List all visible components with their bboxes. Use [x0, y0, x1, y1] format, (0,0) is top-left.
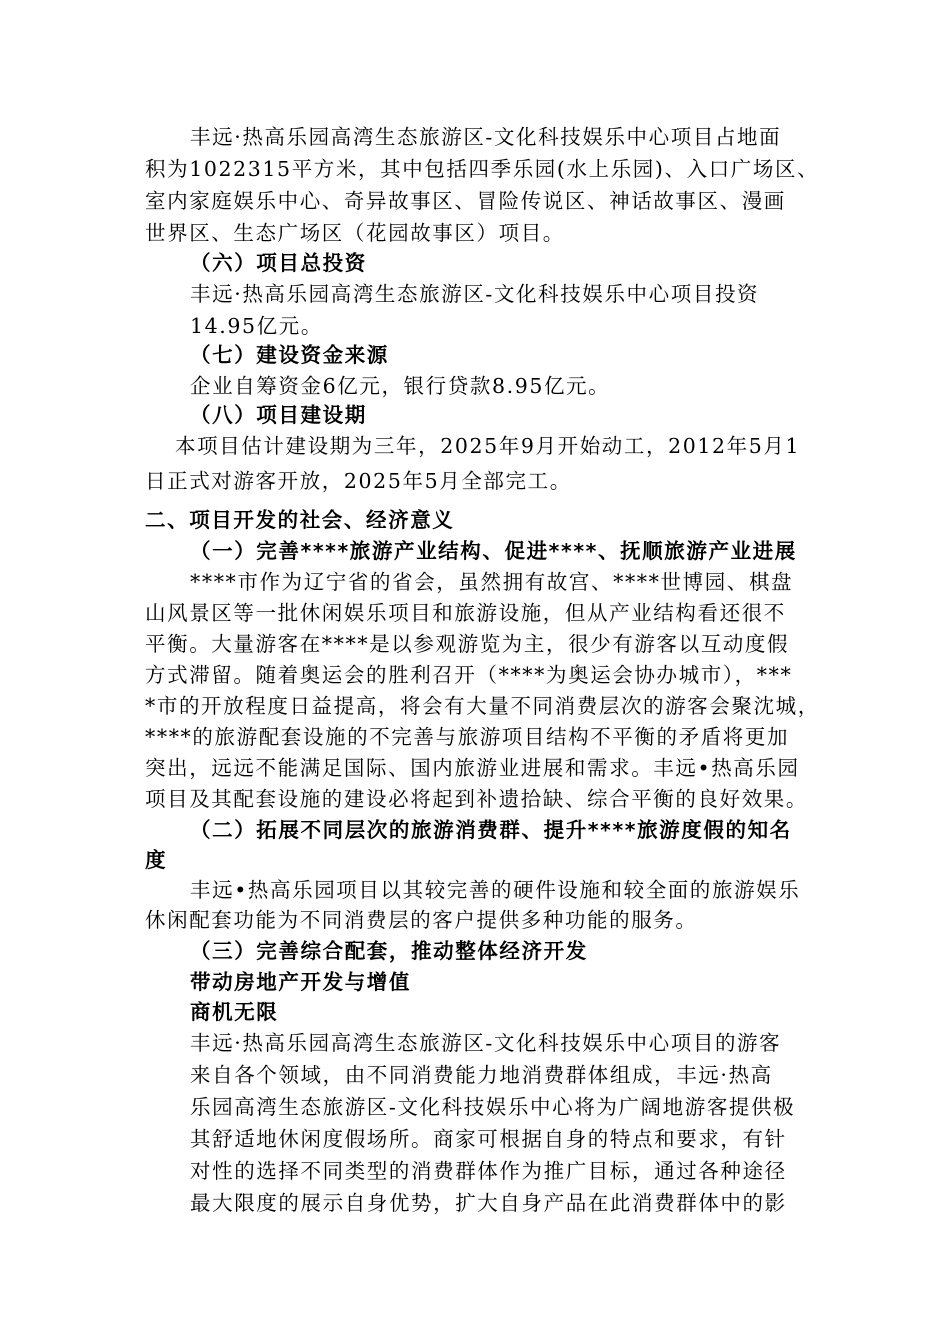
- paragraph-line: 室内家庭娱乐中心、奇异故事区、冒险传说区、神话故事区、漫画: [145, 189, 786, 213]
- paragraph-line: 来自各个领域，由不同消费能力地消费群体组成，丰远·热高: [190, 1063, 773, 1087]
- subsection-heading: 带动房地产开发与增值: [190, 970, 411, 994]
- paragraph-line: 积为1022315平方米，其中包括四季乐园(水上乐园)、入口广场区、: [145, 157, 820, 181]
- paragraph-line: ****的旅游配套设施的不完善与旅游项目结构不平衡的矛盾将更加: [145, 725, 790, 749]
- paragraph-line: 丰远•热高乐园项目以其较完善的硬件设施和较全面的旅游娱乐: [190, 878, 801, 902]
- section-heading: （二）拓展不同层次的旅游消费群、提升****旅游度假的知名: [190, 818, 792, 842]
- paragraph-line: 平衡。大量游客在****是以参观游览为主，很少有游客以互动度假: [145, 632, 790, 656]
- paragraph-line: 本项目估计建设期为三年，2025年9月开始动工，2012年5月1: [175, 434, 801, 458]
- paragraph-line: 丰远·热高乐园高湾生态旅游区-文化科技娱乐中心项目占地面: [190, 125, 782, 149]
- paragraph-line: 休闲配套功能为不同消费层的客户提供多种功能的服务。: [145, 908, 698, 932]
- section-heading: （八）项目建设期: [190, 403, 367, 427]
- paragraph-line: 14.95亿元。: [190, 314, 323, 338]
- paragraph-line: 山风景区等一批休闲娱乐项目和旅游设施，但从产业结构看还很不: [145, 601, 786, 625]
- paragraph-line: 企业自筹资金6亿元，银行贷款8.95亿元。: [190, 374, 611, 398]
- section-heading: 度: [145, 848, 168, 872]
- paragraph-line: 其舒适地休闲度假场所。商家可根据自身的特点和要求，有针: [190, 1127, 787, 1151]
- paragraph-line: 日正式对游客开放，2025年5月全部完工。: [145, 469, 572, 493]
- section-heading: （三）完善综合配套，推动整体经济开发: [190, 939, 588, 963]
- paragraph-line: 乐园高湾生态旅游区-文化科技娱乐中心将为广阔地游客提供极: [190, 1095, 796, 1119]
- paragraph-line: ****市作为辽宁省的省会，虽然拥有故宫、****世博园、棋盘: [190, 570, 794, 594]
- subsection-heading: 商机无限: [190, 1000, 279, 1024]
- paragraph-line: 突出，远远不能满足国际、国内旅游业进展和需求。丰远•热高乐园: [145, 756, 800, 780]
- paragraph-line: 项目及其配套设施的建设必将起到补遗拾缺、综合平衡的良好效果。: [145, 787, 808, 811]
- paragraph-line: *市的开放程度日益提高，将会有大量不同消费层次的游客会聚沈城，: [145, 694, 820, 718]
- paragraph-line: 方式滞留。随着奥运会的胜利召开（****为奥运会协办城市），***: [145, 663, 793, 687]
- section-heading: （六）项目总投资: [190, 251, 367, 275]
- paragraph-line: 丰远·热高乐园高湾生态旅游区-文化科技娱乐中心项目投资: [190, 282, 760, 306]
- section-heading: （一）完善****旅游产业结构、促进****、抚顺旅游产业进展: [190, 539, 797, 563]
- paragraph-line: 最大限度的展示自身优势，扩大自身产品在此消费群体中的影: [190, 1191, 787, 1215]
- chapter-heading: 二、项目开发的社会、经济意义: [145, 508, 455, 532]
- section-heading: （七）建设资金来源: [190, 343, 389, 367]
- paragraph-line: 对性的选择不同类型的消费群体作为推广目标，通过各种途径: [190, 1159, 787, 1183]
- paragraph-line: 丰远·热高乐园高湾生态旅游区-文化科技娱乐中心项目的游客: [190, 1031, 782, 1055]
- paragraph-line: 世界区、生态广场区（花园故事区）项目。: [145, 221, 565, 245]
